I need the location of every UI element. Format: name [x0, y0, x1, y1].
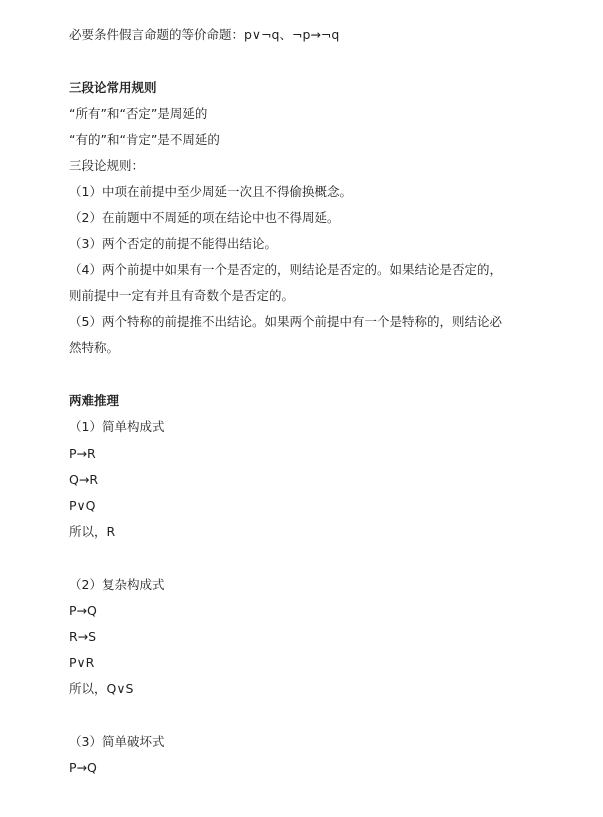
text-line: 则前提中一定有并且有奇数个是否定的。 [69, 288, 295, 303]
section-heading-syllogism: 三段论常用规则 [69, 80, 157, 95]
text-line: P→Q [69, 760, 97, 775]
text-line: 然特称。 [69, 340, 120, 355]
text-line: （2）在前题中不周延的项在结论中也不得周延。 [69, 210, 340, 225]
text-line: （4）两个前提中如果有一个是否定的，则结论是否定的。如果结论是否定的， [69, 262, 502, 277]
text-line: P∨Q [69, 498, 96, 513]
text-line: “所有”和“否定”是周延的 [69, 106, 208, 121]
text-line: （2）复杂构成式 [69, 577, 165, 592]
text-line: P→Q [69, 603, 97, 618]
text-line: （5）两个特称的前提推不出结论。如果两个前提中有一个是特称的，则结论必 [69, 314, 502, 329]
text-line: R→S [69, 629, 97, 644]
text-line: （1）简单构成式 [69, 419, 165, 434]
text-line: （3）两个否定的前提不能得出结论。 [69, 236, 277, 251]
text-line: P→R [69, 446, 96, 461]
text-line: 三段论规则： [69, 158, 145, 173]
text-line: 所以，R [69, 524, 116, 539]
text-line: P∨R [69, 655, 95, 670]
text-line: （1）中项在前提中至少周延一次且不得偷换概念。 [69, 184, 352, 199]
text-line: Q→R [69, 472, 98, 487]
section-heading-dilemma: 两难推理 [69, 393, 120, 408]
text-line: 所以，Q∨S [69, 681, 134, 696]
text-line: 必要条件假言命题的等价命题：p∨¬q、¬p→¬q [69, 27, 340, 42]
text-line: （3）简单破坏式 [69, 734, 165, 749]
text-line: “有的”和“肯定”是不周延的 [69, 132, 220, 147]
